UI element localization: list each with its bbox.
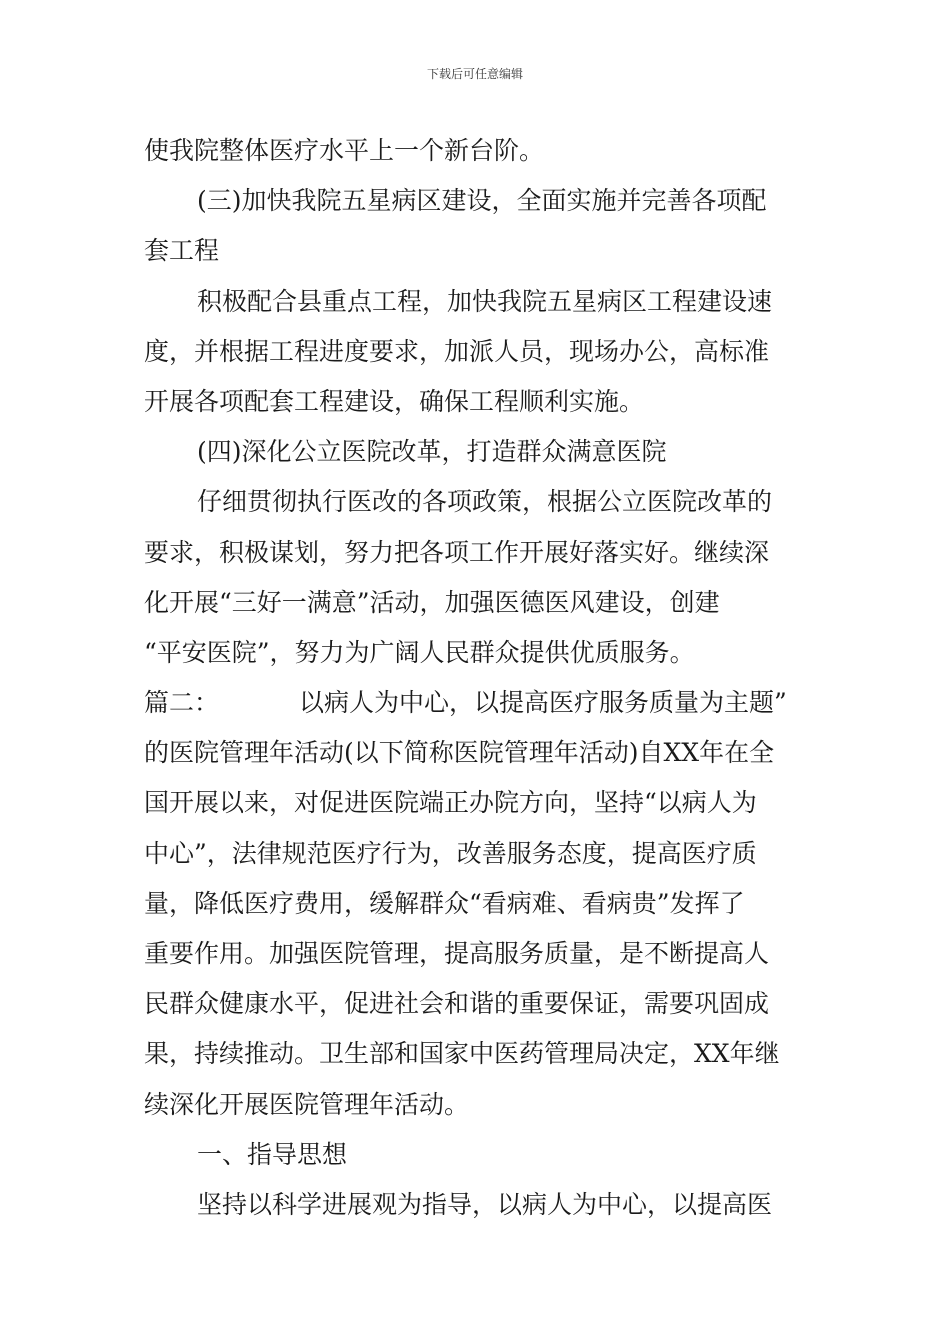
text-line [144, 226, 814, 276]
line-text: 中心”，法律规范医疗行为，改善服务态度，提高医疗质 [144, 838, 757, 868]
line-text: (三)加快我院五星病区建设，全面实施并完善各项配 [197, 186, 767, 216]
section-label: 篇二： [144, 688, 220, 718]
text-line [144, 377, 814, 427]
line-text: 坚持以科学进展观为指导，以病人为中心，以提高医 [197, 1189, 773, 1219]
line-text: 仔细贯彻执行医改的各项政策，根据公立医院改革的 [197, 487, 773, 517]
text-line [144, 829, 814, 879]
line-text: 民群众健康水平，促进社会和谐的重要保证，需要巩固成 [144, 989, 770, 1019]
line-text: 使我院整体医疗水平上一个新台阶。 [144, 136, 545, 165]
text-line [144, 929, 814, 979]
line-text: 重要作用。加强医院管理，提高服务质量，是不断提高人 [144, 939, 770, 968]
text-line [144, 427, 814, 477]
text-line [144, 176, 814, 226]
text-line [144, 477, 814, 527]
text-line [144, 1029, 814, 1079]
line-text: (四)深化公立医院改革，打造群众满意医院 [197, 437, 667, 467]
line-text: 果，持续推动。卫生部和国家中医药管理局决定，XX年继 [144, 1039, 780, 1069]
line-text: 套工程 [144, 236, 220, 266]
text-line [144, 126, 814, 176]
line-text: 度，并根据工程进度要求，加派人员，现场办公，高标准 [144, 336, 770, 366]
text-line [144, 1130, 814, 1180]
text-line [144, 1180, 814, 1230]
line-text: 国开展以来，对促进医院端正办院方向，坚持“以病人为 [144, 788, 757, 818]
line-text: 以病人为中心，以提高医疗服务质量为主题” [299, 688, 787, 718]
text-line [144, 578, 814, 628]
text-line [144, 879, 814, 929]
text-line [144, 778, 814, 828]
document-body [144, 126, 814, 1230]
line-text: 一、指导思想 [197, 1139, 348, 1169]
line-text: 的医院管理年活动(以下简称医院管理年活动)自XX年在全 [144, 738, 775, 768]
text-line [144, 277, 814, 327]
text-line [144, 1080, 814, 1130]
text-line [144, 678, 814, 728]
line-text: “平安医院”，努力为广阔人民群众提供优质服务。 [144, 637, 695, 667]
line-text: 化开展“三好一满意”活动，加强医德医风建设，创建 [144, 587, 720, 617]
page-header: 下载后可任意编辑 [426, 67, 523, 81]
text-line [144, 628, 814, 678]
line-text: 积极配合县重点工程，加快我院五星病区工程建设速 [197, 286, 773, 316]
line-text: 开展各项配套工程建设，确保工程顺利实施。 [144, 386, 645, 416]
text-line [144, 728, 814, 778]
text-line [144, 528, 814, 578]
text-line [144, 979, 814, 1029]
line-text: 量，降低医疗费用，缓解群众“看病难、看病贵”发挥了 [144, 888, 745, 918]
line-text: 要求，积极谋划，努力把各项工作开展好落实好。继续深 [144, 537, 770, 567]
text-line [144, 327, 814, 377]
line-text: 续深化开展医院管理年活动。 [144, 1089, 470, 1119]
